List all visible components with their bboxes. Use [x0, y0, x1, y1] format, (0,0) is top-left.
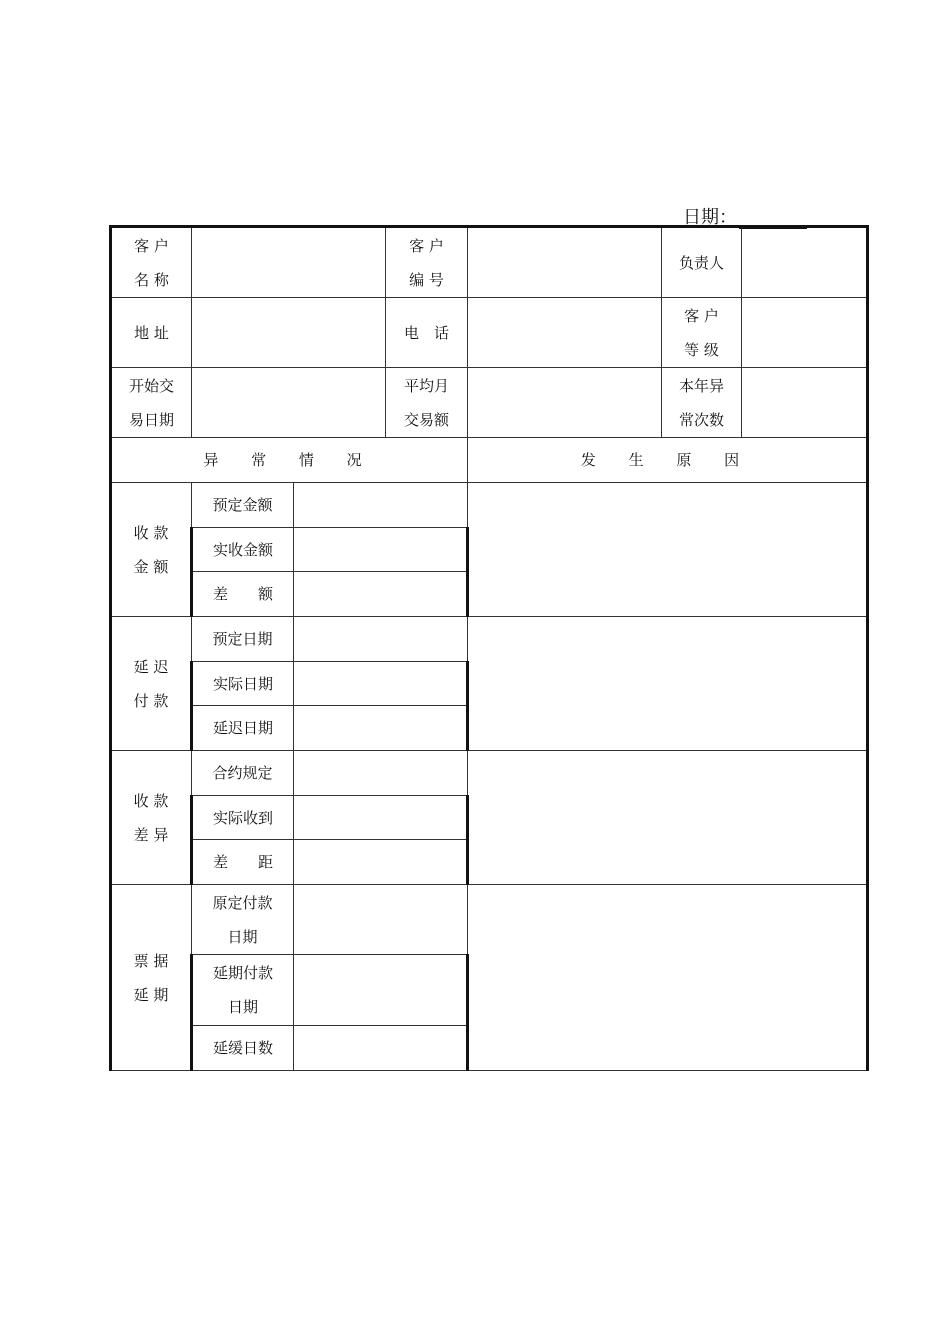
form-table: [109, 225, 869, 1071]
phone-label: 电 话: [386, 298, 468, 368]
item-value[interactable]: [294, 796, 468, 840]
customer-name-label: 客 户 名 称: [111, 227, 192, 298]
cause-cell[interactable]: [468, 885, 868, 1071]
item-value[interactable]: [294, 662, 468, 706]
item-label: 预定金额: [192, 483, 294, 528]
address-value[interactable]: [192, 298, 386, 368]
item-label: 延期付款 日期: [192, 955, 294, 1026]
item-value[interactable]: [294, 751, 468, 796]
item-value[interactable]: [294, 1026, 468, 1071]
customer-number-value[interactable]: [468, 227, 662, 298]
abnormal-count-value[interactable]: [742, 368, 868, 438]
item-value[interactable]: [294, 955, 468, 1026]
customer-level-value[interactable]: [742, 298, 868, 368]
manager-value[interactable]: [742, 227, 868, 298]
customer-name-value[interactable]: [192, 227, 386, 298]
item-label: 差 距: [192, 840, 294, 885]
start-date-label: 开始交 易日期: [111, 368, 192, 438]
group-label: 延 迟 付 款: [111, 617, 192, 751]
group-label: 收 款 金 额: [111, 483, 192, 617]
abnormal-situation-title: 异 常 情 况: [111, 438, 468, 483]
item-label: 实际收到: [192, 796, 294, 840]
avg-monthly-value[interactable]: [468, 368, 662, 438]
item-label: 预定日期: [192, 617, 294, 662]
date-field: [683, 203, 807, 227]
customer-level-label: 客 户 等 级: [662, 298, 742, 368]
start-date-value[interactable]: [192, 368, 386, 438]
address-label: 地 址: [111, 298, 192, 368]
cause-cell[interactable]: [468, 483, 868, 617]
group-label: 收 款 差 异: [111, 751, 192, 885]
item-label: 合约规定: [192, 751, 294, 796]
avg-monthly-label: 平均月 交易额: [386, 368, 468, 438]
item-value[interactable]: [294, 572, 468, 617]
item-value[interactable]: [294, 885, 468, 955]
date-label: 日期：: [683, 207, 737, 228]
item-label: 原定付款 日期: [192, 885, 294, 955]
item-label: 延缓日数: [192, 1026, 294, 1071]
cause-cell[interactable]: [468, 617, 868, 751]
manager-label: 负责人: [662, 227, 742, 298]
customer-number-label: 客 户 编 号: [386, 227, 468, 298]
item-value[interactable]: [294, 528, 468, 572]
group-label: 票 据 延 期: [111, 885, 192, 1071]
item-value[interactable]: [294, 617, 468, 662]
item-label: 实收金额: [192, 528, 294, 572]
phone-value[interactable]: [468, 298, 662, 368]
abnormal-count-label: 本年异 常次数: [662, 368, 742, 438]
item-value[interactable]: [294, 840, 468, 885]
item-label: 差 额: [192, 572, 294, 617]
cause-cell[interactable]: [468, 751, 868, 885]
item-value[interactable]: [294, 706, 468, 751]
item-label: 实际日期: [192, 662, 294, 706]
item-value[interactable]: [294, 483, 468, 528]
item-label: 延迟日期: [192, 706, 294, 751]
cause-title: 发 生 原 因: [468, 438, 868, 483]
